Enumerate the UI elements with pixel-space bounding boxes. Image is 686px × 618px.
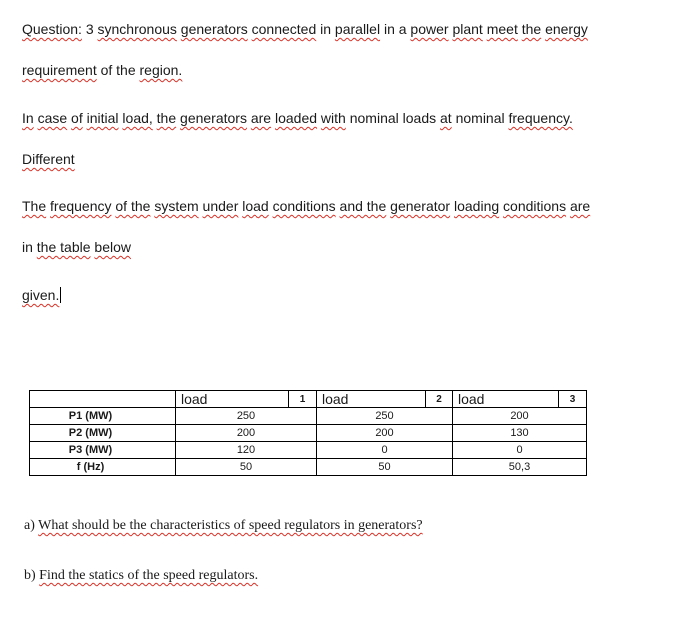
word: The bbox=[22, 198, 47, 214]
table-row bbox=[30, 442, 587, 459]
word: region. bbox=[139, 62, 183, 78]
table-cell: 250 bbox=[317, 408, 453, 425]
paragraph-line-3 bbox=[22, 109, 573, 127]
header-load-2: load bbox=[317, 391, 426, 408]
word: Question: bbox=[22, 21, 82, 37]
question-label: b) bbox=[24, 568, 36, 583]
paragraph-line-5 bbox=[22, 197, 590, 215]
word: nominal loads bbox=[349, 110, 437, 126]
table-cell: 130 bbox=[453, 425, 587, 442]
row-label: P2 (MW) bbox=[30, 425, 176, 442]
table-row bbox=[30, 459, 587, 476]
word: parallel bbox=[334, 21, 381, 37]
word: load bbox=[242, 198, 269, 214]
word: plant bbox=[452, 21, 483, 37]
paragraph-line-7[interactable] bbox=[22, 286, 61, 304]
word: Different bbox=[22, 151, 75, 167]
word: at bbox=[440, 110, 452, 126]
table-cell: 50,3 bbox=[453, 459, 587, 476]
word: of the bbox=[100, 62, 136, 78]
question-a bbox=[24, 518, 423, 534]
paragraph-line-2 bbox=[22, 61, 182, 79]
header-load-3: load bbox=[453, 391, 559, 408]
word: requirement bbox=[22, 62, 97, 78]
paragraph-line-4 bbox=[22, 150, 75, 168]
table-cell: 50 bbox=[317, 459, 453, 476]
word: given. bbox=[22, 287, 60, 303]
word: generators bbox=[180, 110, 247, 126]
word: conditions bbox=[503, 198, 567, 214]
table-cell: 200 bbox=[317, 425, 453, 442]
table-cell: 200 bbox=[176, 425, 317, 442]
word: and the bbox=[339, 198, 387, 214]
word: 3 bbox=[85, 21, 94, 37]
word: generator bbox=[390, 198, 451, 214]
word: with bbox=[320, 110, 346, 126]
header-load-1: load bbox=[176, 391, 289, 408]
header-num-1: 1 bbox=[289, 391, 317, 408]
word: conditions bbox=[272, 198, 336, 214]
table-cell: 0 bbox=[317, 442, 453, 459]
word: frequency bbox=[50, 198, 112, 214]
word: energy bbox=[545, 21, 588, 37]
table-cell: 50 bbox=[176, 459, 317, 476]
question-b bbox=[24, 568, 258, 584]
table-cell: 250 bbox=[176, 408, 317, 425]
word: connected bbox=[251, 21, 317, 37]
word: loaded bbox=[274, 110, 318, 126]
table-header-row bbox=[30, 391, 587, 408]
table-row bbox=[30, 425, 587, 442]
word: are bbox=[569, 198, 591, 214]
header-num-2: 2 bbox=[426, 391, 453, 408]
word: in bbox=[320, 21, 332, 37]
table-row bbox=[30, 408, 587, 425]
word: nominal bbox=[455, 110, 505, 126]
word: meet bbox=[486, 21, 518, 37]
row-label: f (Hz) bbox=[30, 459, 176, 476]
question-label: a) bbox=[24, 518, 35, 533]
question-text: Find the statics of the speed regulators. bbox=[39, 568, 259, 583]
word: the bbox=[156, 110, 177, 126]
word: are bbox=[250, 110, 272, 126]
word: initial bbox=[86, 110, 119, 126]
word: power bbox=[410, 21, 449, 37]
row-label: P1 (MW) bbox=[30, 408, 176, 425]
word: load, bbox=[122, 110, 153, 126]
word: the bbox=[521, 21, 542, 37]
word: generators bbox=[180, 21, 248, 37]
word: under bbox=[202, 198, 239, 214]
row-label: P3 (MW) bbox=[30, 442, 176, 459]
word: below bbox=[94, 239, 131, 255]
word: of the bbox=[115, 198, 151, 214]
data-table bbox=[29, 390, 587, 476]
table-cell: 200 bbox=[453, 408, 587, 425]
word: synchronous bbox=[97, 21, 177, 37]
word: system bbox=[154, 198, 199, 214]
word: In bbox=[22, 110, 34, 126]
word: frequency. bbox=[508, 110, 573, 126]
word: loading bbox=[453, 198, 500, 214]
word: in bbox=[22, 239, 33, 255]
paragraph-line-1 bbox=[22, 20, 588, 38]
table-cell: 120 bbox=[176, 442, 317, 459]
question-text: What should be the characteristics of speed regulators in generators? bbox=[38, 518, 423, 533]
word: in a bbox=[383, 21, 407, 37]
header-num-3: 3 bbox=[559, 391, 587, 408]
word: of bbox=[71, 110, 83, 126]
text-cursor bbox=[60, 287, 61, 303]
word: case bbox=[37, 110, 68, 126]
word: the table bbox=[36, 239, 91, 255]
paragraph-line-6 bbox=[22, 238, 131, 256]
table-cell: 0 bbox=[453, 442, 587, 459]
header-empty-cell bbox=[30, 391, 176, 408]
